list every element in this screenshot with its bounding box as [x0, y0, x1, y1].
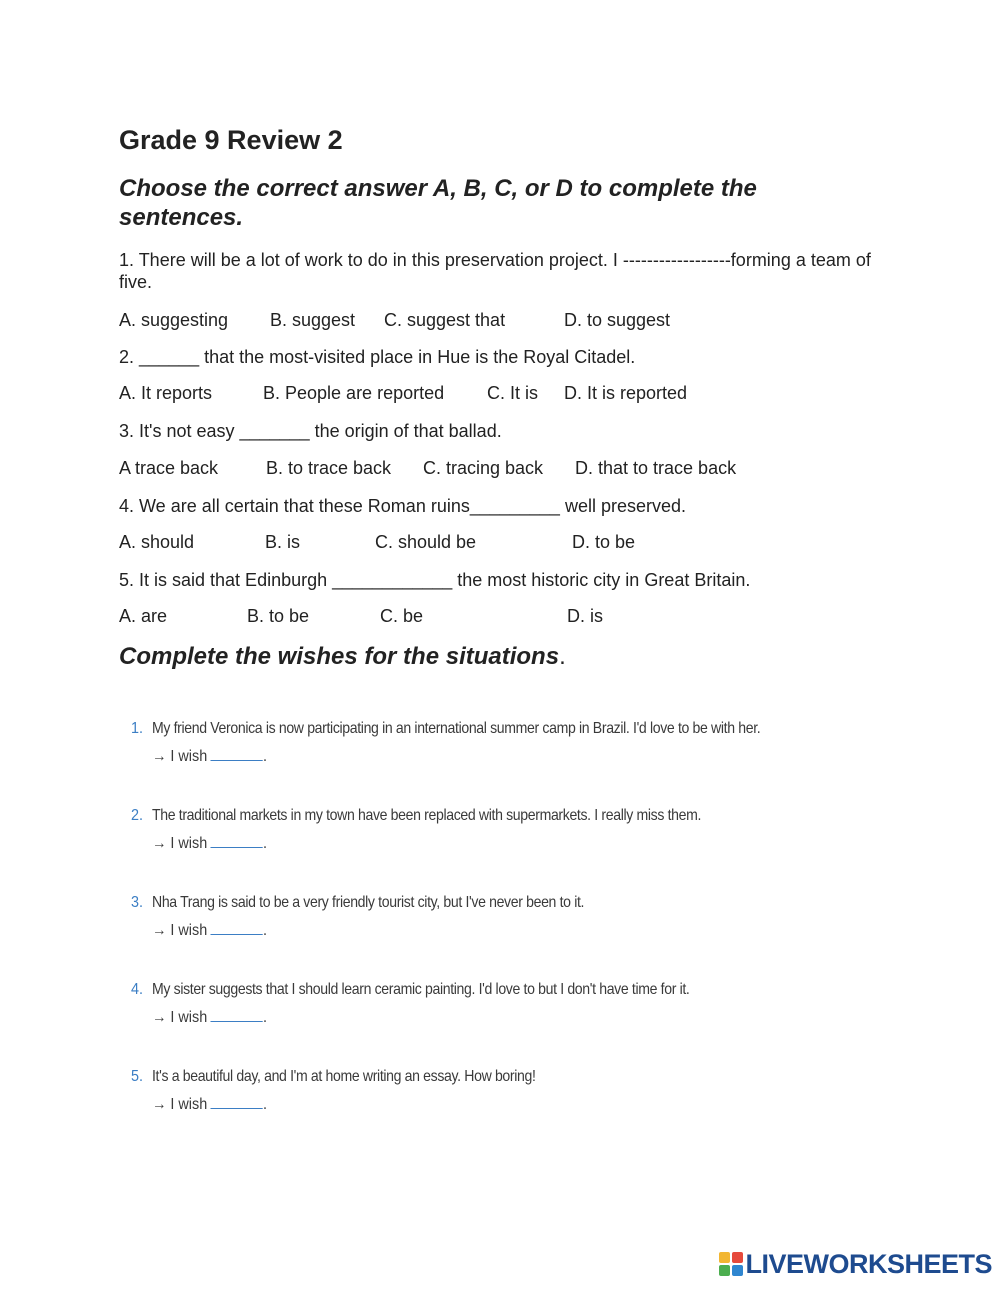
- wish-3-prompt: → I wish: [152, 922, 208, 939]
- section2-heading-period: .: [559, 643, 566, 670]
- question-3-text: 3. It's not easy _______ the origin of that ballad.: [119, 421, 502, 441]
- q2-option-a[interactable]: A. It reports: [119, 383, 213, 403]
- question-1-text: 1. There will be a lot of work to do in this preservation project. I ------------------forming a team of five.: [119, 250, 871, 292]
- question-5-text: 5. It is said that Edinburgh ____________ the most historic city in Great Britain.: [119, 570, 751, 590]
- q2-option-c[interactable]: C. It is: [487, 383, 539, 403]
- q4-option-a[interactable]: A. should: [119, 532, 195, 552]
- wish-1-end: .: [263, 748, 268, 765]
- question-4-text: 4. We are all certain that these Roman ruins_________ well preserved.: [119, 496, 686, 516]
- q3-option-a[interactable]: A trace back: [119, 458, 219, 478]
- q1-option-d[interactable]: D. to suggest: [564, 310, 671, 330]
- wish-4-answer-row: [152, 1007, 267, 1027]
- wish-5-blank[interactable]: [211, 1094, 263, 1109]
- wish-2-text: The traditional markets in my town have been replaced with supermarkets. I really miss them.: [152, 807, 702, 824]
- q4-option-b[interactable]: B. is: [265, 532, 301, 552]
- q2-option-b[interactable]: B. People are reported: [263, 383, 445, 403]
- wish-2-blank[interactable]: [211, 833, 263, 848]
- wish-1-text: My friend Veronica is now participating in an international summer camp in Brazil. I'd love to be with her.: [152, 720, 761, 737]
- q5-option-d[interactable]: D. is: [567, 606, 603, 626]
- section1-heading: Choose the correct answer A, B, C, or D to complete the sentences.: [119, 175, 757, 231]
- wish-1-number: 1.: [131, 720, 144, 737]
- wish-5-prompt: → I wish: [152, 1096, 208, 1113]
- wish-4-end: .: [263, 1009, 268, 1026]
- question-2-text: 2. ______ that the most-visited place in Hue is the Royal Citadel.: [119, 347, 636, 367]
- wish-2-number: 2.: [131, 807, 144, 824]
- wish-5-end: .: [263, 1096, 268, 1113]
- q5-option-a[interactable]: A. are: [119, 606, 168, 626]
- liveworksheets-logo-icon: [719, 1252, 743, 1276]
- wish-3-end: .: [263, 922, 268, 939]
- q1-option-a[interactable]: A. suggesting: [119, 310, 229, 330]
- q3-option-c[interactable]: C. tracing back: [423, 458, 544, 478]
- liveworksheets-logo: [719, 1249, 992, 1279]
- wish-4-prompt: → I wish: [152, 1009, 208, 1026]
- wish-5-answer-row: [152, 1094, 267, 1114]
- q2-option-d[interactable]: D. It is reported: [564, 383, 688, 403]
- wish-1-blank[interactable]: [211, 746, 263, 761]
- wish-2-end: .: [263, 835, 268, 852]
- wish-3-number: 3.: [131, 894, 144, 911]
- wish-4-blank[interactable]: [211, 1007, 263, 1022]
- page-title: Grade 9 Review 2: [119, 125, 343, 155]
- wish-2-answer-row: [152, 833, 267, 853]
- section2-heading: [119, 643, 566, 671]
- wish-4-text: My sister suggests that I should learn ceramic painting. I'd love to but I don't have time for it.: [152, 981, 690, 998]
- q1-option-c[interactable]: C. suggest that: [384, 310, 506, 330]
- wish-5-number: 5.: [131, 1068, 144, 1085]
- q3-option-d[interactable]: D. that to trace back: [575, 458, 737, 478]
- wish-1-prompt: → I wish: [152, 748, 208, 765]
- q5-option-c[interactable]: C. be: [380, 606, 424, 626]
- q4-option-d[interactable]: D. to be: [572, 532, 636, 552]
- wish-5-text: It's a beautiful day, and I'm at home writing an essay. How boring!: [152, 1068, 536, 1085]
- q3-option-b[interactable]: B. to trace back: [266, 458, 392, 478]
- q1-option-b[interactable]: B. suggest: [270, 310, 356, 330]
- wish-3-blank[interactable]: [211, 920, 263, 935]
- wish-3-answer-row: [152, 920, 267, 940]
- wish-2-prompt: → I wish: [152, 835, 208, 852]
- q4-option-c[interactable]: C. should be: [375, 532, 477, 552]
- logo-text: LIVEWORKSHEETS: [745, 1248, 992, 1279]
- q5-option-b[interactable]: B. to be: [247, 606, 310, 626]
- section2-heading-text: Complete the wishes for the situations: [119, 643, 560, 670]
- wish-1-answer-row: [152, 746, 267, 766]
- wish-4-number: 4.: [131, 981, 144, 998]
- wish-3-text: Nha Trang is said to be a very friendly tourist city, but I've never been to it.: [152, 894, 585, 911]
